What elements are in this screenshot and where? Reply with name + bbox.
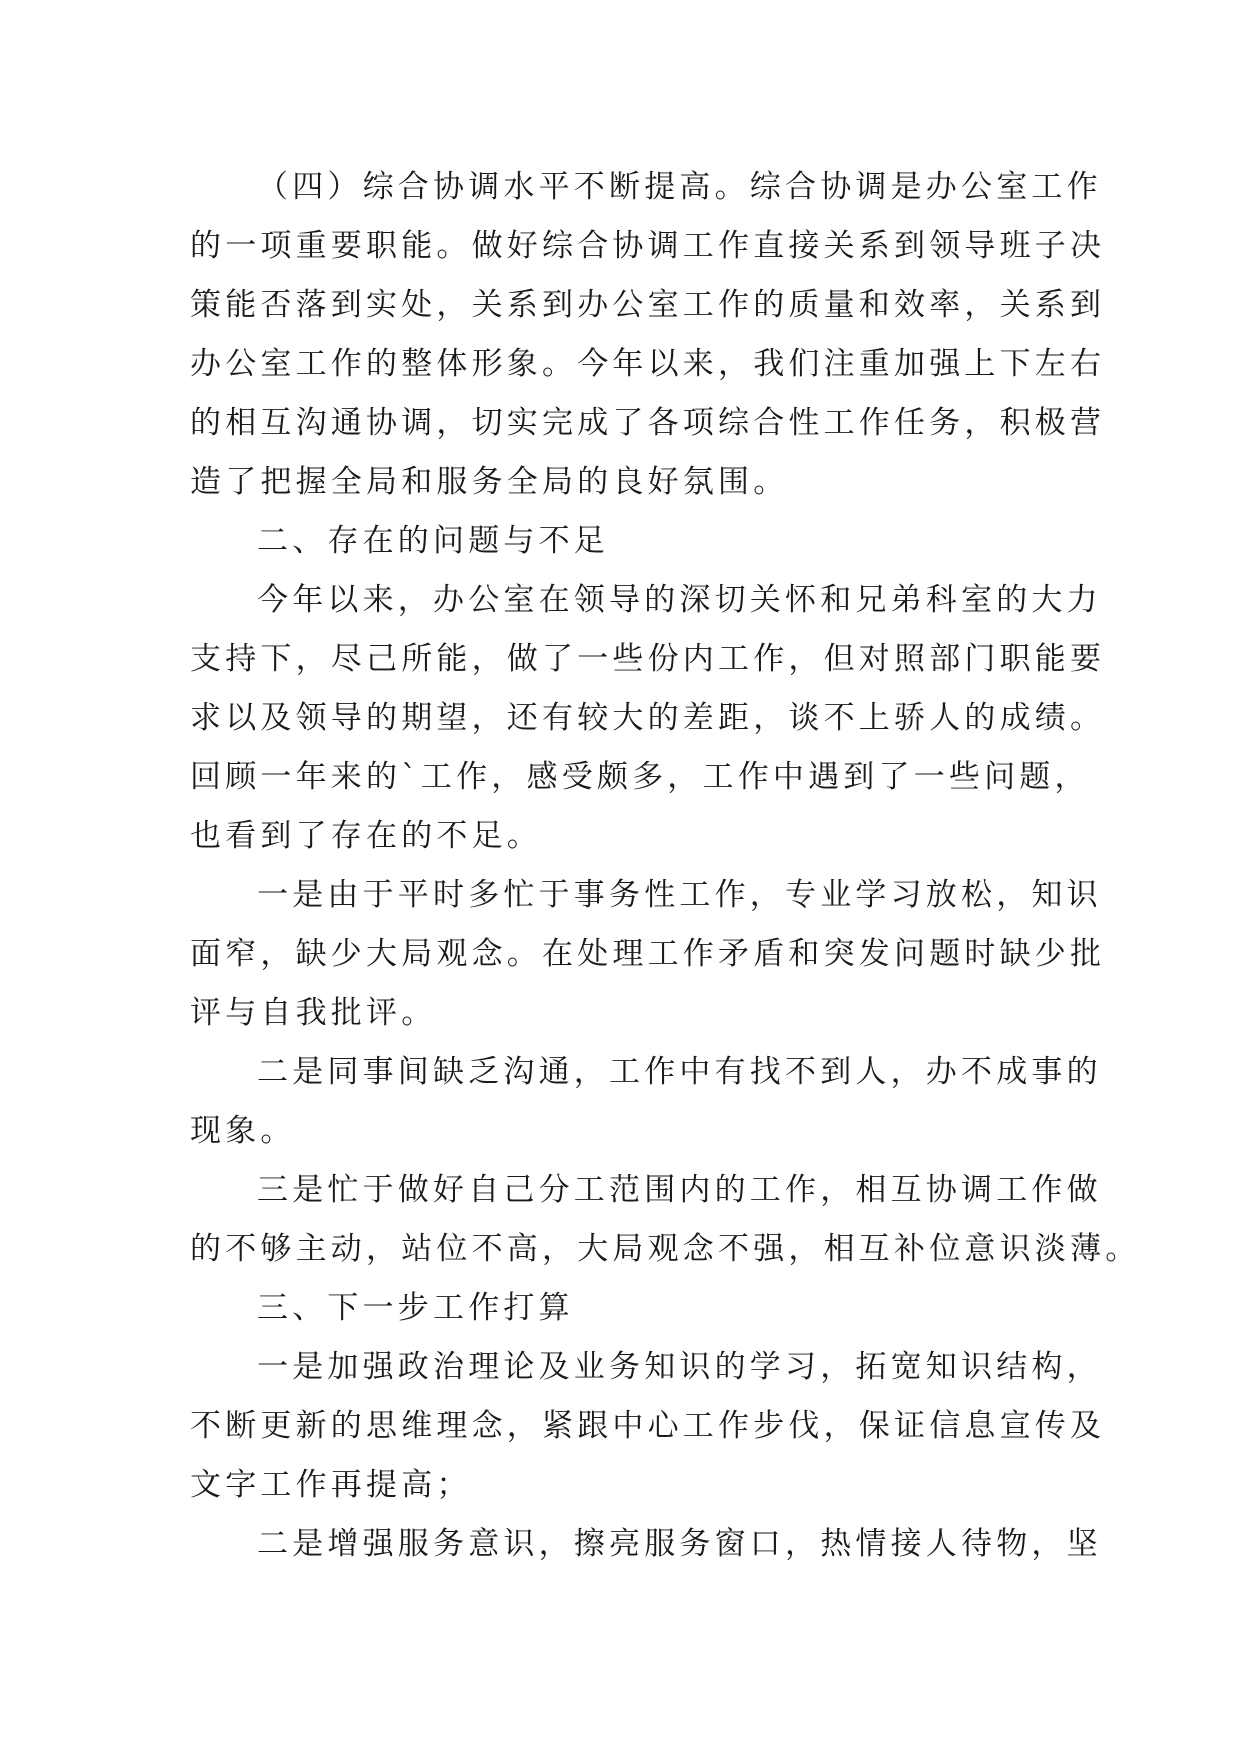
section-heading: 三、下一步工作打算 [257, 1290, 574, 1326]
section-heading: 二、存在的问题与不足 [257, 523, 609, 559]
text-line: 文字工作再提高； [190, 1467, 472, 1503]
text-line: 面窄，缺少大局观念。在处理工作矛盾和突发问题时缺少批 [190, 936, 1106, 972]
text-line: 也看到了存在的不足。 [190, 818, 542, 854]
text-line: 评与自我批评。 [190, 995, 437, 1031]
text-line: 一是由于平时多忙于事务性工作，专业学习放松，知识 [257, 877, 1102, 913]
text-line: 求以及领导的期望，还有较大的差距，谈不上骄人的成绩。 [190, 700, 1106, 736]
text-line: 一是加强政治理论及业务知识的学习，拓宽知识结构， [257, 1349, 1102, 1385]
text-line: 回顾一年来的`工作，感受颇多，工作中遇到了一些问题， [190, 759, 1090, 795]
text-line: 策能否落到实处，关系到办公室工作的质量和效率，关系到 [190, 287, 1106, 323]
document-body [190, 158, 1141, 1574]
text-line: 的一项重要职能。做好综合协调工作直接关系到领导班子决 [190, 228, 1106, 264]
text-line: 现象。 [190, 1113, 296, 1149]
text-line: 造了把握全局和服务全局的良好氛围。 [190, 464, 789, 500]
text-line: 不断更新的思维理念，紧跟中心工作步伐，保证信息宣传及 [190, 1408, 1106, 1444]
text-line: 今年以来，办公室在领导的深切关怀和兄弟科室的大力 [257, 582, 1102, 618]
text-line: 三是忙于做好自己分工范围内的工作，相互协调工作做 [257, 1172, 1102, 1208]
text-line: 二是增强服务意识，擦亮服务窗口，热情接人待物，坚 [257, 1526, 1102, 1562]
text-line: 的不够主动，站位不高，大局观念不强，相互补位意识淡薄。 [190, 1231, 1141, 1267]
text-line: 支持下，尽己所能，做了一些份内工作，但对照部门职能要 [190, 641, 1106, 677]
text-line: 的相互沟通协调，切实完成了各项综合性工作任务，积极营 [190, 405, 1106, 441]
text-line: 办公室工作的整体形象。今年以来，我们注重加强上下左右 [190, 346, 1106, 382]
text-line: 二是同事间缺乏沟通，工作中有找不到人，办不成事的 [257, 1054, 1102, 1090]
text-line: （四）综合协调水平不断提高。综合协调是办公室工作 [257, 169, 1102, 205]
